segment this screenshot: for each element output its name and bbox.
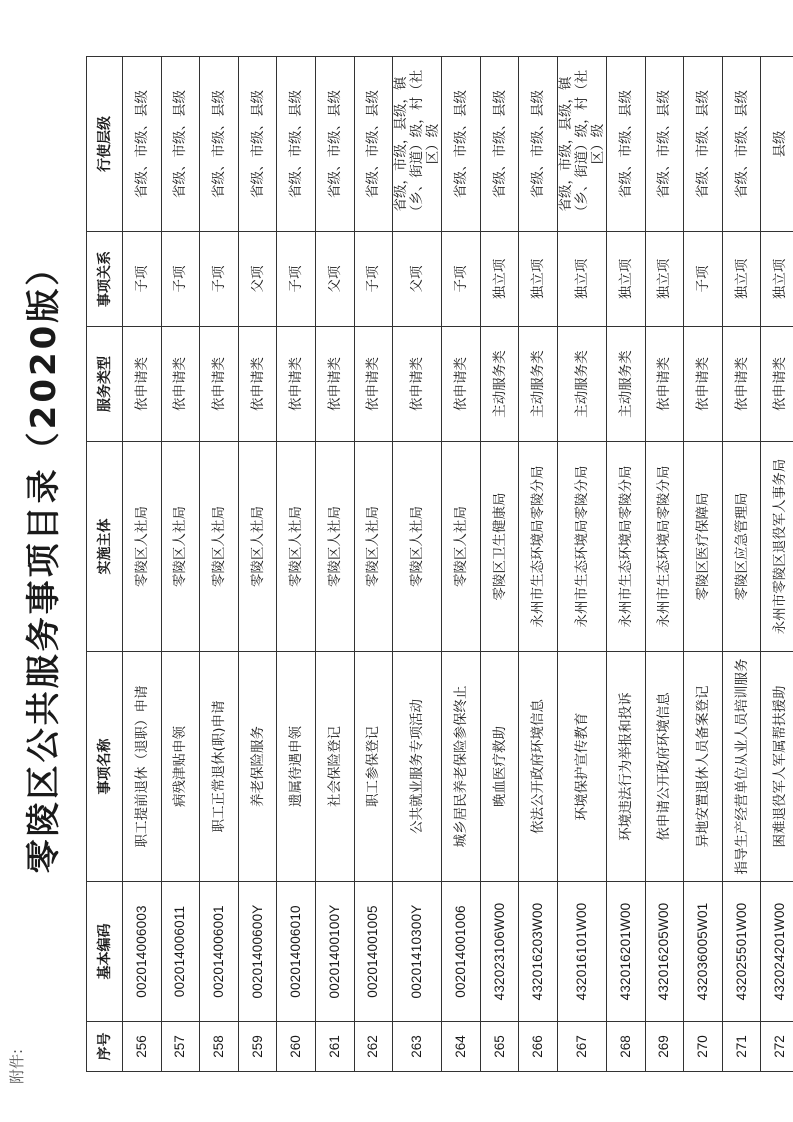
cell-seq: 266 <box>519 1022 558 1072</box>
cell-type: 依申请类 <box>315 327 354 442</box>
cell-level: 省级、市级、县级 <box>480 57 519 232</box>
cell-code: 002014006003 <box>123 882 162 1022</box>
cell-level: 省级，市级，县级，镇（乡、街道）级，村（社区）级 <box>393 57 442 232</box>
cell-level: 省级、市级、县级 <box>722 57 761 232</box>
cell-seq: 271 <box>722 1022 761 1072</box>
service-catalog-table <box>86 56 793 1072</box>
cell-seq: 263 <box>393 1022 442 1072</box>
cell-seq: 264 <box>442 1022 481 1072</box>
cell-subject: 零陵区人社局 <box>123 442 162 652</box>
cell-code: 002014006011 <box>161 882 200 1022</box>
cell-relation: 父项 <box>315 232 354 327</box>
cell-type: 依申请类 <box>238 327 277 442</box>
cell-type: 依申请类 <box>684 327 723 442</box>
header-code: 基本编码 <box>87 882 123 1022</box>
cell-code: 002014001005 <box>354 882 393 1022</box>
table-row <box>277 57 316 1072</box>
cell-relation: 独立项 <box>519 232 558 327</box>
cell-code: 002014006010 <box>277 882 316 1022</box>
table-row <box>393 57 442 1072</box>
cell-seq: 268 <box>606 1022 645 1072</box>
cell-type: 依申请类 <box>645 327 684 442</box>
cell-level: 省级、市级、县级 <box>200 57 239 232</box>
header-subject: 实施主体 <box>87 442 123 652</box>
cell-relation: 独立项 <box>761 232 793 327</box>
table-row <box>442 57 481 1072</box>
cell-code: 432016101W00 <box>557 882 606 1022</box>
cell-type: 主动服务类 <box>557 327 606 442</box>
cell-name: 社会保险登记 <box>315 652 354 882</box>
cell-name: 职工参保登记 <box>354 652 393 882</box>
cell-subject: 零陵区人社局 <box>161 442 200 652</box>
cell-level: 省级、市级、县级 <box>442 57 481 232</box>
table-row <box>722 57 761 1072</box>
cell-relation: 子项 <box>200 232 239 327</box>
cell-subject: 零陵区人社局 <box>200 442 239 652</box>
cell-relation: 子项 <box>277 232 316 327</box>
cell-level: 县级 <box>761 57 793 232</box>
cell-code: 002014006001 <box>200 882 239 1022</box>
header-relation: 事项关系 <box>87 232 123 327</box>
cell-type: 依申请类 <box>161 327 200 442</box>
cell-code: 432016201W00 <box>606 882 645 1022</box>
cell-name: 遗属待遇申领 <box>277 652 316 882</box>
header-level: 行使层级 <box>87 57 123 232</box>
cell-name: 城乡居民养老保险参保终止 <box>442 652 481 882</box>
cell-seq: 258 <box>200 1022 239 1072</box>
cell-level: 省级、市级、县级 <box>123 57 162 232</box>
cell-type: 依申请类 <box>277 327 316 442</box>
cell-subject: 零陵区应急管理局 <box>722 442 761 652</box>
cell-type: 依申请类 <box>200 327 239 442</box>
cell-relation: 子项 <box>123 232 162 327</box>
table-row <box>123 57 162 1072</box>
cell-type: 依申请类 <box>761 327 793 442</box>
cell-relation: 独立项 <box>606 232 645 327</box>
cell-name: 依申请公开政府环境信息 <box>645 652 684 882</box>
cell-relation: 独立项 <box>480 232 519 327</box>
cell-relation: 子项 <box>161 232 200 327</box>
header-seq: 序号 <box>87 1022 123 1072</box>
cell-subject: 永州市生态环境局零陵分局 <box>606 442 645 652</box>
cell-level: 省级、市级、县级 <box>645 57 684 232</box>
cell-seq: 259 <box>238 1022 277 1072</box>
cell-name: 困难退役军人军属帮扶援助 <box>761 652 793 882</box>
cell-level: 省级、市级、县级 <box>161 57 200 232</box>
table-row <box>519 57 558 1072</box>
table-row <box>238 57 277 1072</box>
cell-level: 省级、市级、县级 <box>354 57 393 232</box>
cell-relation: 独立项 <box>645 232 684 327</box>
cell-name: 晚血医疗救助 <box>480 652 519 882</box>
cell-relation: 独立项 <box>722 232 761 327</box>
table-row <box>684 57 723 1072</box>
attachment-label: 附件: <box>8 1048 26 1084</box>
cell-code: 432036005W01 <box>684 882 723 1022</box>
table-row <box>161 57 200 1072</box>
cell-type: 依申请类 <box>442 327 481 442</box>
cell-level: 省级、市级、县级 <box>684 57 723 232</box>
header-type: 服务类型 <box>87 327 123 442</box>
cell-name: 职工提前退休（退职）申请 <box>123 652 162 882</box>
cell-relation: 父项 <box>238 232 277 327</box>
cell-subject: 零陵区人社局 <box>277 442 316 652</box>
cell-type: 主动服务类 <box>480 327 519 442</box>
cell-name: 指导生产经营单位从业人员培训服务 <box>722 652 761 882</box>
table-row <box>761 57 793 1072</box>
cell-name: 职工正常退休(职)申请 <box>200 652 239 882</box>
cell-seq: 256 <box>123 1022 162 1072</box>
table-row <box>315 57 354 1072</box>
cell-subject: 永州市生态环境局零陵分局 <box>519 442 558 652</box>
cell-subject: 永州市生态环境局零陵分局 <box>645 442 684 652</box>
table-header-row <box>87 57 123 1072</box>
cell-seq: 260 <box>277 1022 316 1072</box>
cell-subject: 零陵区人社局 <box>354 442 393 652</box>
cell-seq: 269 <box>645 1022 684 1072</box>
cell-type: 依申请类 <box>354 327 393 442</box>
cell-name: 公共就业服务专项活动 <box>393 652 442 882</box>
table-row <box>480 57 519 1072</box>
cell-relation: 子项 <box>354 232 393 327</box>
cell-level: 省级，市级，县级，镇（乡、街道）级，村（社区）级 <box>557 57 606 232</box>
cell-type: 依申请类 <box>393 327 442 442</box>
cell-relation: 独立项 <box>557 232 606 327</box>
table-row <box>354 57 393 1072</box>
cell-name: 环境违法行为举报和投诉 <box>606 652 645 882</box>
table-row <box>200 57 239 1072</box>
page-title: 零陵区公共服务事项目录（2020版） <box>24 248 64 874</box>
cell-subject: 零陵区人社局 <box>393 442 442 652</box>
cell-name: 依法公开政府环境信息 <box>519 652 558 882</box>
cell-seq: 270 <box>684 1022 723 1072</box>
cell-name: 养老保险服务 <box>238 652 277 882</box>
cell-relation: 父项 <box>393 232 442 327</box>
cell-seq: 265 <box>480 1022 519 1072</box>
cell-subject: 零陵区人社局 <box>238 442 277 652</box>
cell-code: 432016205W00 <box>645 882 684 1022</box>
cell-code: 432023106W00 <box>480 882 519 1022</box>
cell-subject: 零陵区医疗保障局 <box>684 442 723 652</box>
cell-seq: 262 <box>354 1022 393 1072</box>
cell-code: 002014001006 <box>442 882 481 1022</box>
cell-code: 00201400600Y <box>238 882 277 1022</box>
cell-level: 省级、市级、县级 <box>315 57 354 232</box>
cell-subject: 零陵区卫生健康局 <box>480 442 519 652</box>
cell-subject: 零陵区人社局 <box>442 442 481 652</box>
cell-level: 省级、市级、县级 <box>277 57 316 232</box>
cell-seq: 272 <box>761 1022 793 1072</box>
cell-code: 432025501W00 <box>722 882 761 1022</box>
cell-level: 省级、市级、县级 <box>519 57 558 232</box>
cell-type: 主动服务类 <box>606 327 645 442</box>
cell-subject: 零陵区人社局 <box>315 442 354 652</box>
cell-type: 依申请类 <box>123 327 162 442</box>
cell-code: 00201400100Y <box>315 882 354 1022</box>
table-row <box>645 57 684 1072</box>
cell-code: 432016203W00 <box>519 882 558 1022</box>
cell-subject: 永州市生态环境局零陵分局 <box>557 442 606 652</box>
cell-subject: 永州市零陵区退役军人事务局 <box>761 442 793 652</box>
cell-relation: 子项 <box>442 232 481 327</box>
cell-code: 00201410300Y <box>393 882 442 1022</box>
cell-level: 省级、市级、县级 <box>238 57 277 232</box>
table-row <box>606 57 645 1072</box>
cell-name: 环境保护宣传教育 <box>557 652 606 882</box>
cell-type: 依申请类 <box>722 327 761 442</box>
cell-name: 异地安置退休人员备案登记 <box>684 652 723 882</box>
cell-seq: 257 <box>161 1022 200 1072</box>
cell-type: 主动服务类 <box>519 327 558 442</box>
cell-level: 省级、市级、县级 <box>606 57 645 232</box>
table-row <box>557 57 606 1072</box>
cell-code: 432024201W00 <box>761 882 793 1022</box>
header-name: 事项名称 <box>87 652 123 882</box>
cell-name: 病残津贴申领 <box>161 652 200 882</box>
cell-relation: 子项 <box>684 232 723 327</box>
cell-seq: 261 <box>315 1022 354 1072</box>
cell-seq: 267 <box>557 1022 606 1072</box>
